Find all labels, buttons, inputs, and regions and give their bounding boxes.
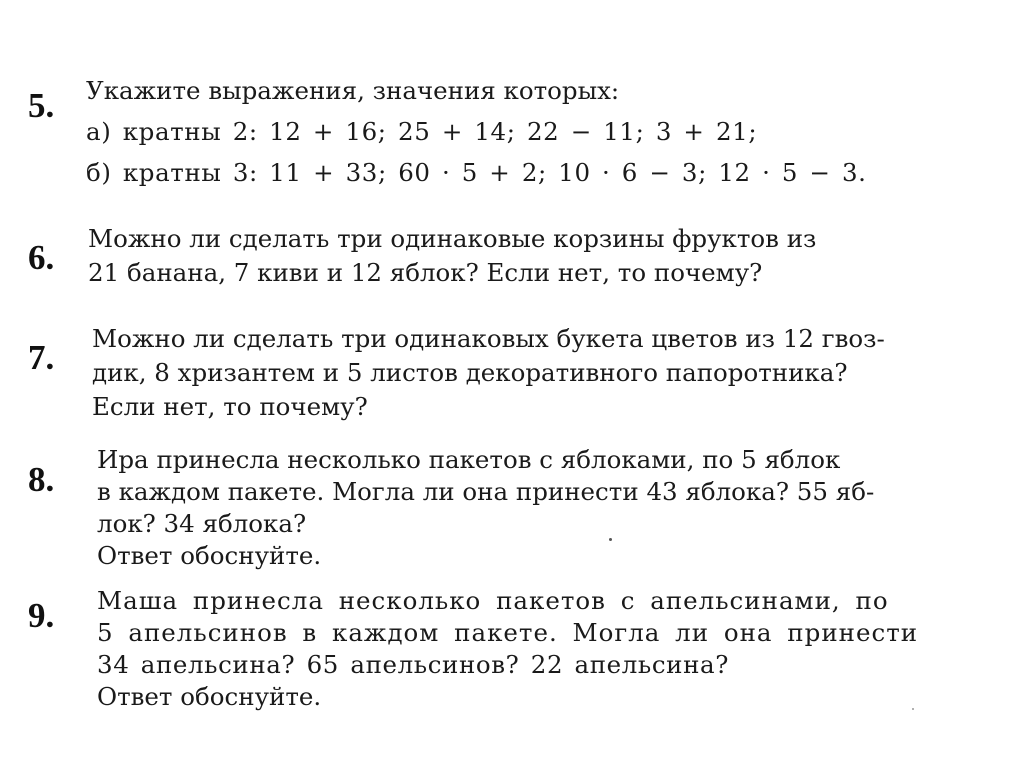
problem-number: 6. — [28, 238, 55, 277]
problem-line: а) кратны 2: 12 + 16; 25 + 14; 22 − 11; 3 + 21; — [86, 117, 758, 146]
scan-speck — [912, 708, 914, 710]
problem-number: 7. — [28, 338, 55, 377]
problem-number: 9. — [28, 596, 55, 635]
problem-line: в каждом пакете. Могла ли она принести 43 яблока? 55 яб- — [97, 477, 875, 506]
problem-number: 8. — [28, 460, 55, 499]
problem-text — [88, 222, 816, 290]
problem-line: б) кратны 3: 11 + 33; 60 · 5 + 2; 10 · 6 − 3; 12 · 5 − 3. — [86, 158, 867, 187]
problem-line: Ответ обоснуйте. — [97, 541, 322, 570]
problem-line: Можно ли сделать три одинаковых букета цветов из 12 гвоз- — [92, 324, 885, 353]
problem-line: лок? 34 яблока? — [97, 509, 307, 538]
scan-speck — [609, 538, 612, 541]
problem-text — [86, 70, 867, 193]
problem-line: Ира принесла несколько пакетов с яблоками, по 5 яблок — [97, 445, 841, 474]
problem-line: Укажите выражения, значения которых: — [86, 76, 620, 105]
problem-line: Можно ли сделать три одинаковые корзины фруктов из — [88, 224, 817, 253]
problem-line: Ответ обоснуйте. — [97, 682, 322, 711]
problem-line: 21 банана, 7 киви и 12 яблок? Если нет, то почему? — [88, 258, 763, 287]
problem-line: Если нет, то почему? — [92, 392, 368, 421]
problem-line: дик, 8 хризантем и 5 листов декоративного папоротника? — [92, 358, 848, 387]
problem-text — [97, 585, 918, 713]
problem-line: Маша принесла несколько пакетов с апельсинами, по — [97, 586, 889, 615]
problem-line: 5 апельсинов в каждом пакете. Могла ли она принести — [97, 618, 919, 647]
problem-number: 5. — [28, 86, 55, 125]
problem-line: 34 апельсина? 65 апельсинов? 22 апельсина? — [97, 650, 729, 679]
problem-text — [92, 322, 885, 424]
problem-text — [97, 444, 874, 572]
